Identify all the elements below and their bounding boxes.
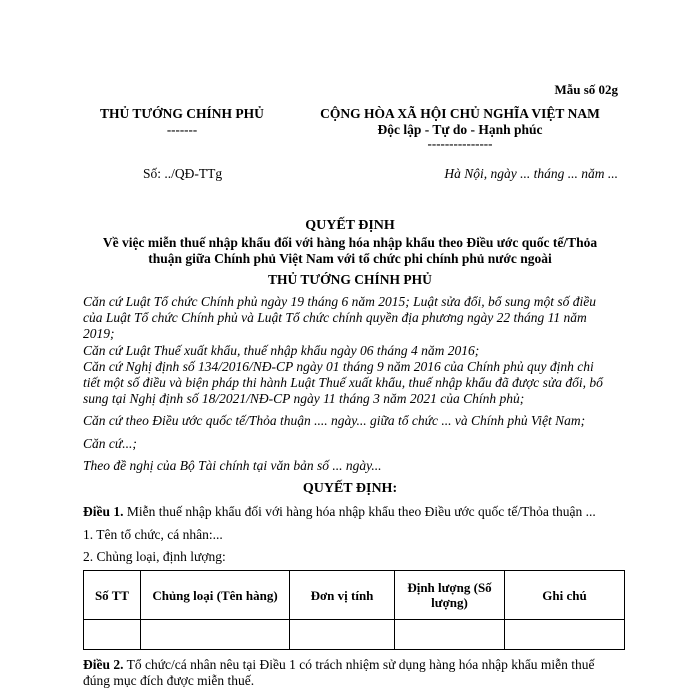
authority-heading: THỦ TƯỚNG CHÍNH PHỦ xyxy=(268,272,432,287)
table-cell xyxy=(141,620,290,650)
basis-6: Theo đề nghị của Bộ Tài chính tại văn bản số ... ngày... xyxy=(83,458,382,473)
basis-1-line-1: Căn cứ Luật Tổ chức Chính phủ ngày 19 tháng 6 năm 2015; Luật sửa đổi, bổ sung một số điều xyxy=(83,294,596,309)
article-1-item-2: 2. Chủng loại, định lượng: xyxy=(83,549,226,564)
article-1-text: Miễn thuế nhập khẩu đối với hàng hóa nhập khẩu theo Điều ước quốc tế/Thỏa thuận ... xyxy=(123,504,596,519)
article-2-line-1 xyxy=(83,657,623,673)
issuer-dashes: ------- xyxy=(166,122,198,137)
table-cell xyxy=(395,620,505,650)
col-header-quantity: Định lượng (Số lượng) xyxy=(395,571,505,620)
article-1-label: Điều 1. xyxy=(83,504,124,519)
subject-line-2: thuận giữa Chính phủ Việt Nam với tổ chức phi chính phủ nước ngoài xyxy=(148,251,552,266)
col-header-goods-type: Chủng loại (Tên hàng) xyxy=(141,571,290,620)
table-row xyxy=(84,620,625,650)
basis-1-line-3: 2019; xyxy=(83,326,115,341)
subject-line-1: Về việc miễn thuế nhập khẩu đối với hàng hóa nhập khẩu theo Điều ước quốc tế/Thỏa xyxy=(102,235,598,250)
basis-4: Căn cứ theo Điều ước quốc tế/Thỏa thuận .... ngày... giữa tổ chức ... và Chính phủ Việt Nam; xyxy=(83,413,586,428)
nation-motto: Độc lập - Tự do - Hạnh phúc xyxy=(377,122,543,137)
document-number: Số: ../QĐ-TTg xyxy=(143,166,223,181)
article-2-text: Tổ chức/cá nhân nêu tại Điều 1 có trách nhiệm sử dụng hàng hóa nhập khẩu miễn thuế xyxy=(123,657,595,672)
basis-2: Căn cứ Luật Thuế xuất khẩu, thuế nhập khẩu ngày 06 tháng 4 năm 2016; xyxy=(83,343,480,358)
basis-5: Căn cứ...; xyxy=(83,436,137,451)
article-1 xyxy=(83,504,623,520)
basis-3-line-3: sung tại Nghị định số 18/2021/NĐ-CP ngày 11 tháng 3 năm 2021 của Chính phủ; xyxy=(83,391,525,406)
goods-table xyxy=(83,570,625,650)
decision-heading: QUYẾT ĐỊNH: xyxy=(302,481,398,496)
article-1-item-1: 1. Tên tổ chức, cá nhân:... xyxy=(83,527,223,542)
table-cell xyxy=(84,620,141,650)
basis-3-line-1: Căn cứ Nghị định số 134/2016/NĐ-CP ngày 01 tháng 9 năm 2016 của Chính phủ quy định chi xyxy=(83,359,594,374)
nation-dashes: --------------- xyxy=(427,136,493,151)
issuer-name: THỦ TƯỚNG CHÍNH PHỦ xyxy=(100,106,264,121)
document-title: QUYẾT ĐỊNH xyxy=(305,218,395,233)
col-header-unit: Đơn vị tính xyxy=(290,571,395,620)
table-cell xyxy=(505,620,625,650)
table-cell xyxy=(290,620,395,650)
table-header-row xyxy=(84,571,625,620)
nation-name: CỘNG HÒA XÃ HỘI CHỦ NGHĨA VIỆT NAM xyxy=(320,106,600,121)
article-2-label: Điều 2. xyxy=(83,657,124,672)
form-number: Mẫu số 02g xyxy=(554,82,618,97)
basis-1-line-2: của Luật Tổ chức Chính phủ và Luật Tổ chức chính quyền địa phương ngày 22 tháng 11 năm xyxy=(83,310,587,325)
basis-3-line-2: tiết một số điều và biện pháp thi hành Luật Thuế xuất khẩu, thuế nhập khẩu đã được sửa đổi, bổ xyxy=(83,375,603,390)
col-header-note: Ghi chú xyxy=(505,571,625,620)
article-2-line-2: đúng mục đích được miễn thuế. xyxy=(83,673,255,688)
col-header-stt: Số TT xyxy=(84,571,141,620)
place-date: Hà Nội, ngày ... tháng ... năm ... xyxy=(444,166,618,181)
